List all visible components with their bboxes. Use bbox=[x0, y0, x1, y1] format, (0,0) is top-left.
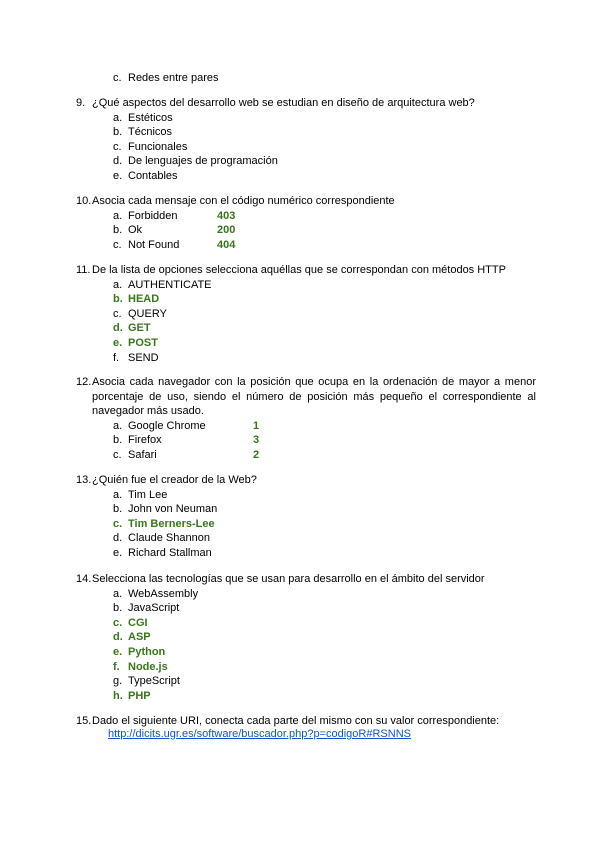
option-text: Funcionales bbox=[128, 140, 188, 153]
option-letter: d. bbox=[113, 155, 123, 168]
option bbox=[76, 238, 536, 253]
option-letter: d. bbox=[113, 631, 123, 644]
option-letter: a. bbox=[113, 278, 123, 291]
option-letter: e. bbox=[113, 336, 123, 349]
question-text: ¿Quién fue el creador de la Web? bbox=[92, 474, 257, 486]
option-text: Tim Berners-Lee bbox=[128, 517, 215, 530]
option-correct bbox=[76, 660, 536, 675]
option bbox=[76, 278, 536, 293]
option-text: Claude Shannon bbox=[128, 532, 210, 545]
option-letter: g. bbox=[113, 675, 123, 688]
option-letter: b. bbox=[113, 293, 123, 306]
question-14 bbox=[76, 572, 536, 703]
question-text: Selecciona las tecnologías que se usan para desarrollo en el ámbito del servidor bbox=[92, 573, 485, 585]
option-text: Google Chrome bbox=[128, 419, 206, 432]
question-text: Asocia cada mensaje con el código numérico correspondiente bbox=[92, 195, 395, 207]
option-text: TypeScript bbox=[128, 675, 180, 688]
option-correct bbox=[76, 321, 536, 336]
answer-value: 404 bbox=[217, 238, 236, 251]
option-text: GET bbox=[128, 322, 151, 335]
option-letter: b. bbox=[113, 224, 123, 237]
answer-value: 403 bbox=[217, 209, 236, 222]
option-text: ASP bbox=[128, 631, 151, 644]
option-text: Técnicos bbox=[128, 126, 173, 139]
option-text: CGI bbox=[128, 616, 148, 629]
question-11 bbox=[76, 263, 536, 365]
option bbox=[76, 546, 536, 561]
question-text: De la lista de opciones selecciona aquéllas que se correspondan con métodos HTTP bbox=[92, 264, 506, 276]
option-text: JavaScript bbox=[128, 602, 180, 615]
option-letter: c. bbox=[113, 140, 122, 153]
option-text: SEND bbox=[128, 351, 159, 364]
question-8-tail bbox=[76, 71, 536, 86]
option-letter: e. bbox=[113, 645, 123, 658]
option-text: POST bbox=[128, 336, 158, 349]
option bbox=[76, 111, 536, 126]
answer-value: 3 bbox=[253, 434, 260, 447]
option-text: De lenguajes de programación bbox=[128, 155, 278, 168]
option bbox=[76, 488, 536, 503]
question-number: 9. bbox=[76, 97, 86, 109]
option bbox=[76, 531, 536, 546]
option-letter: a. bbox=[113, 587, 123, 600]
answer-value: 200 bbox=[217, 224, 236, 237]
option-text: Richard Stallman bbox=[128, 546, 212, 559]
option-correct bbox=[76, 689, 536, 704]
option-text: PHP bbox=[128, 689, 151, 702]
option bbox=[76, 448, 536, 463]
option-letter: c. bbox=[113, 517, 123, 530]
option-text: Tim Lee bbox=[128, 488, 168, 501]
option bbox=[76, 502, 536, 517]
option-text: WebAssembly bbox=[128, 587, 199, 600]
option-text: Contables bbox=[128, 169, 178, 182]
option-text: Not Found bbox=[128, 238, 180, 251]
option bbox=[76, 140, 536, 155]
answer-value: 2 bbox=[253, 448, 260, 461]
option bbox=[76, 307, 536, 322]
option-correct bbox=[76, 616, 536, 631]
option-letter: e. bbox=[113, 546, 123, 559]
option-correct bbox=[76, 336, 536, 351]
option-letter: b. bbox=[113, 126, 123, 139]
option bbox=[76, 209, 536, 224]
option-letter: a. bbox=[113, 488, 123, 501]
option-letter: d. bbox=[113, 532, 123, 545]
option-letter: a. bbox=[113, 111, 123, 124]
option-letter: c. bbox=[113, 238, 122, 251]
option-letter: d. bbox=[113, 322, 123, 335]
answer-value: 1 bbox=[253, 419, 260, 432]
option-text: AUTHENTICATE bbox=[128, 278, 212, 291]
uri-link[interactable]: http://dicits.ugr.es/software/buscador.php?p=codigoR#RSNNS bbox=[108, 728, 411, 740]
question-number: 14. bbox=[76, 573, 92, 585]
option-text: John von Neuman bbox=[128, 503, 218, 516]
question-number: 13. bbox=[76, 474, 92, 486]
option-letter: e. bbox=[113, 169, 123, 182]
option bbox=[76, 125, 536, 140]
question-text: Asocia cada navegador con la posición que ocupa en la ordenación de mayor a menor porcentaje de uso, siendo el número de posición más pequeño el correspondiente al navegador más usado. bbox=[92, 376, 536, 418]
option-text: Redes entre pares bbox=[128, 72, 219, 84]
option-letter: a. bbox=[113, 209, 123, 222]
option-letter: c. bbox=[113, 448, 122, 461]
option bbox=[76, 674, 536, 689]
option-letter: c. bbox=[113, 616, 123, 629]
option bbox=[76, 351, 536, 366]
question-text: ¿Qué aspectos del desarrollo web se estudian en diseño de arquitectura web? bbox=[92, 97, 475, 109]
option bbox=[76, 169, 536, 184]
option bbox=[76, 601, 536, 616]
option-correct bbox=[76, 645, 536, 660]
option-letter: h. bbox=[113, 689, 123, 702]
option bbox=[76, 154, 536, 169]
option-letter: f. bbox=[113, 660, 120, 673]
question-number: 12. bbox=[76, 376, 92, 388]
option-text: Python bbox=[128, 645, 166, 658]
option-text: Estéticos bbox=[128, 111, 173, 124]
option-letter: b. bbox=[113, 503, 123, 516]
question-13 bbox=[76, 473, 536, 561]
question-number: 15. bbox=[76, 715, 92, 727]
option bbox=[76, 433, 536, 448]
question-number: 10. bbox=[76, 195, 92, 207]
option-text: Ok bbox=[128, 224, 143, 237]
option bbox=[76, 587, 536, 602]
option-correct bbox=[76, 292, 536, 307]
option-correct bbox=[76, 630, 536, 645]
option bbox=[76, 419, 536, 434]
question-12 bbox=[76, 375, 536, 463]
option-text: Safari bbox=[128, 448, 157, 461]
option-letter: f. bbox=[113, 351, 120, 364]
option-text: Forbidden bbox=[128, 209, 178, 222]
question-text: Dado el siguiente URI, conecta cada parte del mismo con su valor correspondiente: bbox=[92, 715, 500, 727]
option bbox=[76, 71, 536, 86]
option-text: Node.js bbox=[128, 660, 168, 673]
option-text: QUERY bbox=[128, 307, 167, 320]
question-10 bbox=[76, 194, 536, 252]
option-letter: b. bbox=[113, 602, 123, 615]
question-number: 11. bbox=[76, 264, 91, 276]
option-text: Firefox bbox=[128, 434, 162, 447]
option-letter: c. bbox=[113, 72, 122, 84]
option-text: HEAD bbox=[128, 293, 160, 306]
question-9 bbox=[76, 96, 536, 184]
option-letter: a. bbox=[113, 419, 123, 432]
option-correct bbox=[76, 517, 536, 532]
option-letter: b. bbox=[113, 434, 123, 447]
option bbox=[76, 223, 536, 238]
option-letter: c. bbox=[113, 307, 122, 320]
question-15 bbox=[76, 714, 536, 729]
